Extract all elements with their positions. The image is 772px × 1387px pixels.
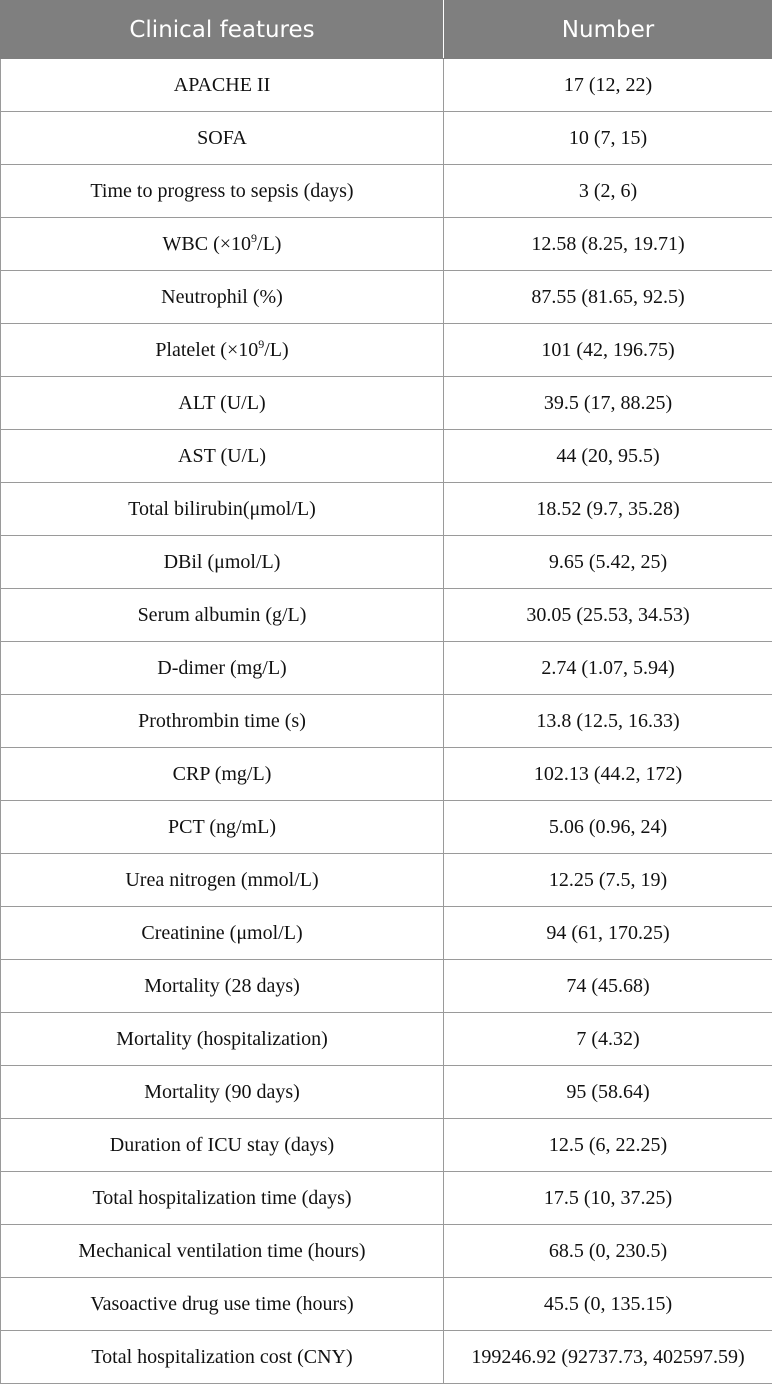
value-cell: 10 (7, 15) xyxy=(444,112,772,165)
table-row xyxy=(1,642,772,695)
value-cell: 2.74 (1.07, 5.94) xyxy=(444,642,772,695)
feature-text: WBC (×10 xyxy=(162,232,252,255)
feature-cell: Time to progress to sepsis (days) xyxy=(1,165,444,218)
value-cell: 87.55 (81.65, 92.5) xyxy=(444,271,772,324)
feature-cell: Total hospitalization cost (CNY) xyxy=(1,1331,444,1384)
feature-cell xyxy=(1,324,444,377)
feature-cell: Mortality (28 days) xyxy=(1,960,444,1013)
table-row xyxy=(1,377,772,430)
feature-cell: PCT (ng/mL) xyxy=(1,801,444,854)
table-row xyxy=(1,960,772,1013)
value-cell: 44 (20, 95.5) xyxy=(444,430,772,483)
table-row xyxy=(1,1331,772,1384)
value-cell: 17 (12, 22) xyxy=(444,59,772,112)
table-row xyxy=(1,1225,772,1278)
table-row xyxy=(1,430,772,483)
feature-cell xyxy=(1,218,444,271)
value-cell: 39.5 (17, 88.25) xyxy=(444,377,772,430)
table-row xyxy=(1,536,772,589)
table-row xyxy=(1,165,772,218)
table-header xyxy=(1,1,772,59)
value-cell: 18.52 (9.7, 35.28) xyxy=(444,483,772,536)
feature-text: Platelet (×10 xyxy=(155,338,259,361)
table-row xyxy=(1,907,772,960)
value-cell: 3 (2, 6) xyxy=(444,165,772,218)
value-cell: 45.5 (0, 135.15) xyxy=(444,1278,772,1331)
table-row xyxy=(1,1013,772,1066)
table-row xyxy=(1,218,772,271)
header-number: Number xyxy=(444,1,772,59)
value-cell: 12.58 (8.25, 19.71) xyxy=(444,218,772,271)
feature-text-unit: /L) xyxy=(257,232,282,255)
feature-cell: Total hospitalization time (days) xyxy=(1,1172,444,1225)
value-cell: 12.5 (6, 22.25) xyxy=(444,1119,772,1172)
table-row xyxy=(1,854,772,907)
feature-cell: DBil (μmol/L) xyxy=(1,536,444,589)
table-row xyxy=(1,1066,772,1119)
value-cell: 68.5 (0, 230.5) xyxy=(444,1225,772,1278)
value-cell: 95 (58.64) xyxy=(444,1066,772,1119)
feature-cell: Creatinine (μmol/L) xyxy=(1,907,444,960)
feature-cell: Mortality (90 days) xyxy=(1,1066,444,1119)
feature-cell: Mechanical ventilation time (hours) xyxy=(1,1225,444,1278)
value-cell: 7 (4.32) xyxy=(444,1013,772,1066)
feature-cell: Vasoactive drug use time (hours) xyxy=(1,1278,444,1331)
feature-cell: AST (U/L) xyxy=(1,430,444,483)
feature-cell: APACHE II xyxy=(1,59,444,112)
value-cell: 12.25 (7.5, 19) xyxy=(444,854,772,907)
value-cell: 94 (61, 170.25) xyxy=(444,907,772,960)
feature-cell: CRP (mg/L) xyxy=(1,748,444,801)
feature-cell: Mortality (hospitalization) xyxy=(1,1013,444,1066)
table-row xyxy=(1,589,772,642)
table-row xyxy=(1,271,772,324)
table-body xyxy=(1,59,772,1384)
header-clinical-features: Clinical features xyxy=(1,1,444,59)
table-row xyxy=(1,1172,772,1225)
feature-cell: ALT (U/L) xyxy=(1,377,444,430)
value-cell: 74 (45.68) xyxy=(444,960,772,1013)
feature-cell: Urea nitrogen (mmol/L) xyxy=(1,854,444,907)
value-cell: 13.8 (12.5, 16.33) xyxy=(444,695,772,748)
table-row xyxy=(1,748,772,801)
feature-cell: D-dimer (mg/L) xyxy=(1,642,444,695)
header-row xyxy=(1,1,772,59)
table-row xyxy=(1,112,772,165)
feature-text-unit: /L) xyxy=(264,338,289,361)
table-row xyxy=(1,59,772,112)
feature-cell: SOFA xyxy=(1,112,444,165)
feature-superscript: 9 xyxy=(251,230,258,245)
value-cell: 101 (42, 196.75) xyxy=(444,324,772,377)
value-cell: 17.5 (10, 37.25) xyxy=(444,1172,772,1225)
feature-cell: Neutrophil (%) xyxy=(1,271,444,324)
feature-superscript: 9 xyxy=(258,336,265,351)
table-row xyxy=(1,324,772,377)
feature-cell: Total bilirubin(μmol/L) xyxy=(1,483,444,536)
table-row xyxy=(1,695,772,748)
value-cell: 199246.92 (92737.73, 402597.59) xyxy=(444,1331,772,1384)
table-row xyxy=(1,1278,772,1331)
feature-cell: Duration of ICU stay (days) xyxy=(1,1119,444,1172)
value-cell: 9.65 (5.42, 25) xyxy=(444,536,772,589)
table-row xyxy=(1,483,772,536)
feature-cell: Serum albumin (g/L) xyxy=(1,589,444,642)
table-row xyxy=(1,801,772,854)
table-row xyxy=(1,1119,772,1172)
feature-cell: Prothrombin time (s) xyxy=(1,695,444,748)
value-cell: 5.06 (0.96, 24) xyxy=(444,801,772,854)
value-cell: 102.13 (44.2, 172) xyxy=(444,748,772,801)
value-cell: 30.05 (25.53, 34.53) xyxy=(444,589,772,642)
